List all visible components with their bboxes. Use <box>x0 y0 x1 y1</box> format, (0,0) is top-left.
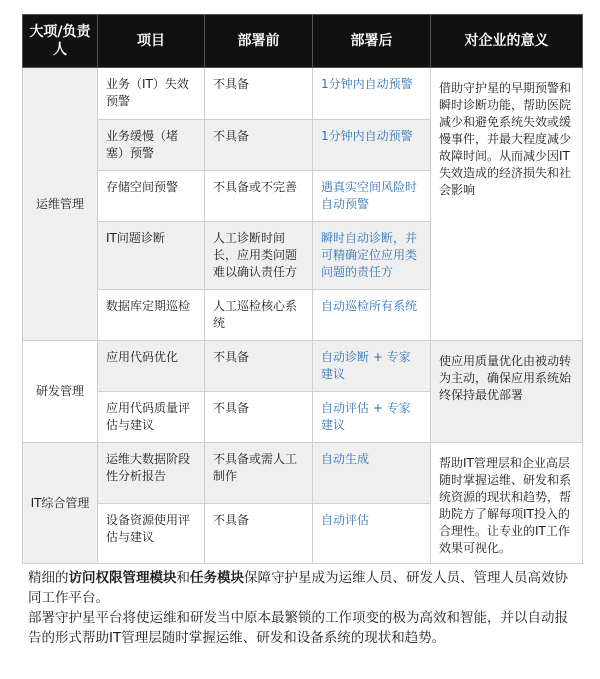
before-cell: 不具备 <box>205 341 313 392</box>
task-module-emphasis: 任务模块 <box>190 570 244 586</box>
item-cell: 数据库定期巡检 <box>98 290 205 341</box>
before-cell: 不具备 <box>205 120 313 171</box>
before-cell: 人工巡检核心系统 <box>205 290 313 341</box>
item-cell: IT问题诊断 <box>98 222 205 290</box>
header-before: 部署前 <box>205 15 313 68</box>
category-ops: 运维管理 <box>23 68 98 341</box>
category-dev: 研发管理 <box>23 341 98 443</box>
significance-ops: 借助守护星的早期预警和瞬时诊断功能，帮助医院减少和避免系统失效或缓慢事件，并最大程度减少故障时间。从而减少因IT失效造成的经济损失和社会影响 <box>431 68 583 341</box>
footer-paragraph-2: 部署守护星平台将使运维和研发当中原本最繁锁的工作项变的极为高效和智能，并以自动报告的形式帮助IT管理层随时掌握运维、研发和设备系统的现状和趋势。 <box>28 610 568 646</box>
significance-it: 帮助IT管理层和企业高层随时掌握运维、研发和系统资源的现状和趋势，帮助院方了解每项IT投入的合理性。让专业的IT工作效果可视化。 <box>431 443 583 564</box>
after-cell: 自动评估 + 专家建议 <box>313 392 431 443</box>
header-after: 部署后 <box>313 15 431 68</box>
item-cell: 业务缓慢（堵塞）预警 <box>98 120 205 171</box>
before-cell: 不具备 <box>205 68 313 120</box>
before-cell: 不具备 <box>205 504 313 564</box>
item-cell: 应用代码优化 <box>98 341 205 392</box>
footer-text-span: 和 <box>176 570 190 586</box>
after-cell: 自动巡检所有系统 <box>313 290 431 341</box>
table-row <box>23 341 583 392</box>
after-cell: 瞬时自动诊断，并可精确定位应用类问题的责任方 <box>313 222 431 290</box>
item-cell: 设备资源使用评估与建议 <box>98 504 205 564</box>
header-item: 项目 <box>98 15 205 68</box>
footer-paragraph-1 <box>28 568 576 608</box>
significance-dev: 使应用质量优化由被动转为主动，确保应用系统始终保持最优部署 <box>431 341 583 443</box>
item-cell: 业务（IT）失效预警 <box>98 68 205 120</box>
before-cell: 不具备或不完善 <box>205 171 313 222</box>
table-header-row <box>23 15 583 68</box>
table-row <box>23 68 583 120</box>
item-cell: 存储空间预警 <box>98 171 205 222</box>
after-cell: 自动评估 <box>313 504 431 564</box>
before-cell: 不具备 <box>205 392 313 443</box>
footer-text-span: 保障守护星成为运维人员、研发人员、管理人员高效协同工作平台。 <box>28 570 568 606</box>
after-cell: 遇真实空间风险时自动预警 <box>313 171 431 222</box>
footer-text-span: 精细的 <box>28 570 69 586</box>
before-cell: 不具备或需人工制作 <box>205 443 313 504</box>
header-category: 大项/负责人 <box>23 15 98 68</box>
category-it: IT综合管理 <box>23 443 98 564</box>
after-cell: 自动诊断 + 专家建议 <box>313 341 431 392</box>
header-significance: 对企业的意义 <box>431 15 583 68</box>
item-cell: 应用代码质量评估与建议 <box>98 392 205 443</box>
after-cell: 1分钟内自动预警 <box>313 120 431 171</box>
deployment-comparison-table <box>22 14 583 564</box>
content-frame <box>22 14 582 679</box>
access-module-emphasis: 访问权限管理模块 <box>68 570 177 586</box>
table-row <box>23 443 583 504</box>
after-cell: 自动生成 <box>313 443 431 504</box>
item-cell: 运维大数据阶段性分析报告 <box>98 443 205 504</box>
after-cell: 1分钟内自动预警 <box>313 68 431 120</box>
before-cell: 人工诊断时间长，应用类问题难以确认责任方 <box>205 222 313 290</box>
footer-text <box>28 568 576 648</box>
